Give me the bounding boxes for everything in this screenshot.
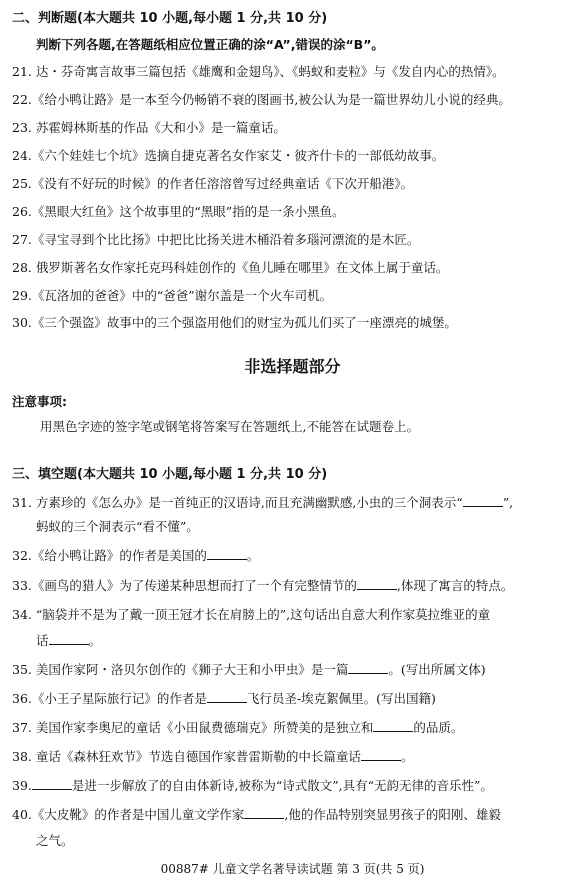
question-35-tail: 。(写出所属文体) — [388, 662, 486, 677]
judge-section-heading: 二、判断题(本大题共 10 小题,每小题 1 分,共 10 分) — [12, 11, 328, 26]
question-36 — [12, 690, 585, 708]
answer-blank — [348, 661, 388, 674]
answer-blank — [357, 577, 397, 590]
answer-blank — [244, 806, 284, 819]
answer-blank — [463, 494, 503, 507]
notice-heading: 注意事项: — [12, 394, 67, 409]
question-33-tail: ,体现了寓言的特点。 — [396, 578, 514, 593]
question-36-text: 36.《小王子星际旅行记》的作者是 — [12, 691, 207, 706]
question-39-tail: 是进一步解放了的自由体新诗,被称为“诗式散文”,具有“无韵无律的音乐性”。 — [71, 778, 493, 793]
question-24: 24.《六个娃娃七个坑》选摘自捷克著名女作家艾・彼齐什卡的一部低幼故事。 — [12, 148, 445, 163]
question-40-continued: 之气。 — [36, 833, 74, 848]
question-22: 22.《给小鸭让路》是一本至今仍畅销不衰的图画书,被公认为是一篇世界幼儿小说的经典。 — [12, 92, 511, 107]
question-32-tail: 。 — [246, 548, 260, 563]
page-footer: 00887# 儿童文学名著导读试题 第 3 页(共 5 页) — [160, 862, 425, 876]
answer-blank — [32, 777, 72, 790]
question-33 — [12, 577, 585, 595]
question-29: 29.《瓦洛加的爸爸》中的“爸爸”谢尔盖是一个火车司机。 — [12, 288, 333, 303]
question-38-text: 38. 童话《森林狂欢节》节选自德国作家普雷斯勒的中长篇童话 — [12, 749, 361, 764]
fill-section-heading: 三、填空题(本大题共 10 小题,每小题 1 分,共 10 分) — [12, 467, 328, 482]
question-31-tail: ”, — [502, 495, 514, 510]
question-27: 27.《寻宝寻到个比比扬》中把比比扬关进木桶沿着多瑙河漂流的是木匠。 — [12, 232, 420, 247]
notice-text: 用黑色字迹的签字笔或钢笔将答案写在答题纸上,不能答在试题卷上。 — [40, 419, 419, 434]
answer-blank — [373, 719, 413, 732]
question-30: 30.《三个强盗》故事中的三个强盗用他们的财宝为孤儿们买了一座漂亮的城堡。 — [12, 315, 457, 330]
question-31-text: 31. 方素珍的《怎么办》是一首纯正的汉语诗,而且充满幽默感,小虫的三个洞表示“ — [12, 495, 463, 510]
question-38-tail: 。 — [400, 749, 414, 764]
question-31 — [12, 494, 585, 512]
part-title: 非选择题部分 — [244, 357, 341, 376]
question-35 — [12, 661, 585, 679]
question-40-tail: ,他的作品特别突显男孩子的阳刚、雄毅 — [284, 807, 501, 822]
question-32-text: 32.《给小鸭让路》的作者是美国的 — [12, 548, 207, 563]
question-35-text: 35. 美国作家阿・洛贝尔创作的《狮子大王和小甲虫》是一篇 — [12, 662, 349, 677]
question-40 — [12, 806, 585, 824]
question-21: 21. 达・芬奇寓言故事三篇包括《雄鹰和金翅鸟》、《蚂蚁和麦粒》与《发自内心的热情》。 — [12, 64, 505, 79]
answer-blank — [207, 690, 247, 703]
question-34-text: 话 — [36, 633, 49, 648]
question-25: 25.《没有不好玩的时候》的作者任溶溶曾写过经典童话《下次开船港》。 — [12, 176, 414, 191]
question-37-text: 37. 美国作家李奥尼的童话《小田鼠费德瑞克》所赞美的是独立和 — [12, 720, 374, 735]
question-39 — [12, 777, 585, 795]
question-32 — [12, 547, 585, 565]
question-34: 34. “脑袋并不是为了戴一顶王冠才长在肩膀上的”,这句话出自意大利作家莫拉维亚的童 — [12, 607, 491, 622]
question-40-text: 40.《大皮靴》的作者是中国儿童文学作家 — [12, 807, 245, 822]
question-37 — [12, 719, 585, 737]
question-38 — [12, 748, 585, 766]
question-26: 26.《黑眼大红鱼》这个故事里的“黑眼”指的是一条小黑鱼。 — [12, 204, 345, 219]
question-36-tail: 飞行员圣-埃克絮佩里。(写出国籍) — [246, 691, 436, 706]
question-37-tail: 的品质。 — [413, 720, 464, 735]
question-33-text: 33.《画鸟的猎人》为了传递某种思想而打了一个有完整情节的 — [12, 578, 357, 593]
question-34-tail: 。 — [88, 633, 102, 648]
question-39-text: 39. — [12, 778, 32, 793]
answer-blank — [207, 547, 247, 560]
judge-instruction: 判断下列各题,在答题纸相应位置正确的涂“A”,错误的涂“B”。 — [36, 37, 384, 52]
question-31-continued: 蚂蚁的三个洞表示“看不懂”。 — [36, 519, 199, 534]
question-34-continued — [36, 632, 585, 650]
question-23: 23. 苏霍姆林斯基的作品《大和小》是一篇童话。 — [12, 120, 286, 135]
answer-blank — [361, 748, 401, 761]
answer-blank — [49, 632, 89, 645]
question-28: 28. 俄罗斯著名女作家托克玛科娃创作的《鱼儿睡在哪里》在文体上属于童话。 — [12, 260, 449, 275]
